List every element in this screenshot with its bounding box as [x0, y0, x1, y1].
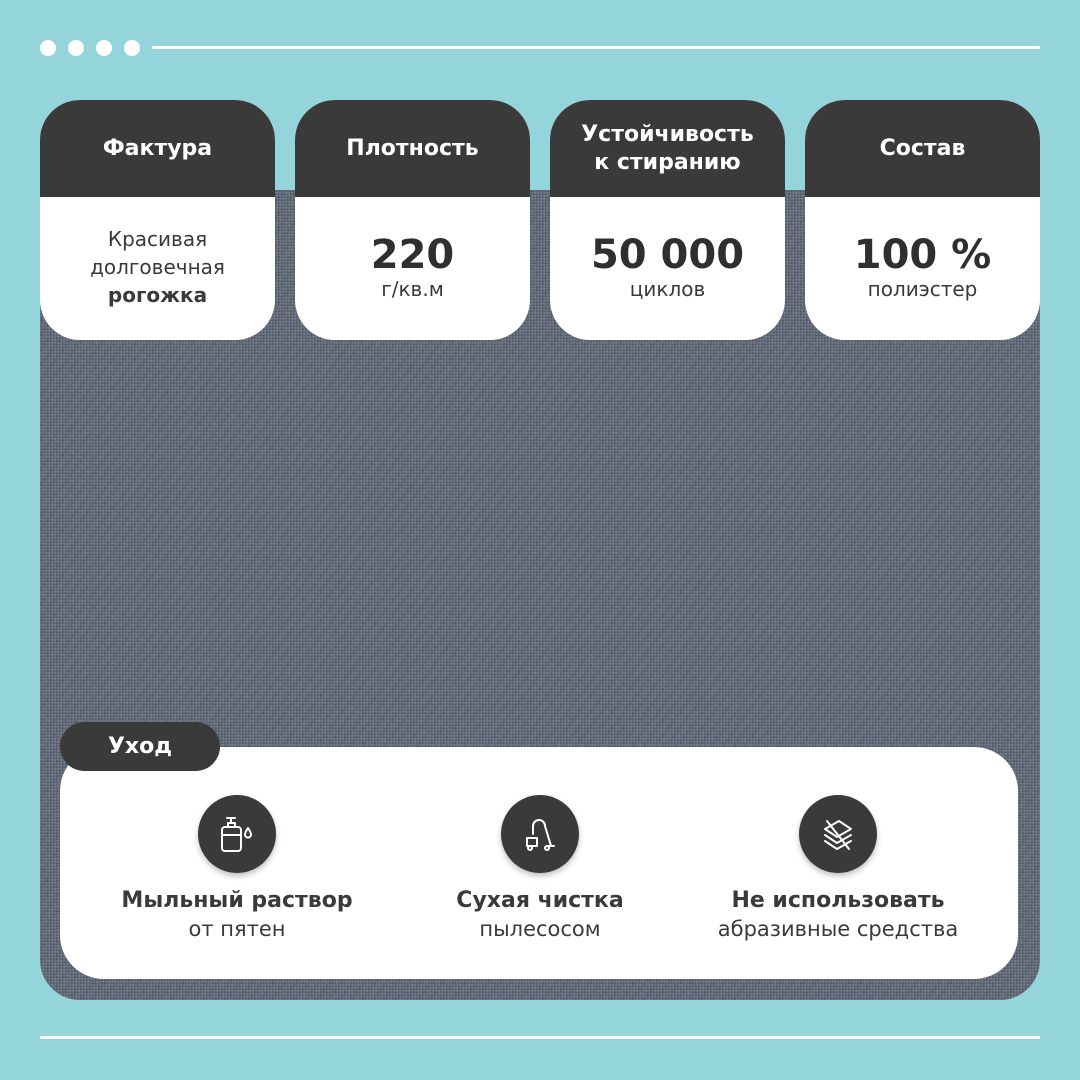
card-title: Фактура	[40, 100, 275, 197]
card-value: 220	[370, 231, 455, 278]
decor-dot	[68, 40, 84, 56]
care-item-no-abrasive	[678, 795, 998, 943]
feature-card-texture	[40, 100, 275, 340]
card-body	[295, 197, 530, 340]
card-unit: полиэстер	[867, 276, 978, 301]
care-item-soap	[77, 795, 397, 943]
care-item-vacuum	[380, 795, 700, 943]
card-value: 100 %	[853, 231, 992, 278]
care-item-title: Сухая чистка	[456, 888, 624, 913]
care-item-subtitle: абразивные средства	[717, 917, 959, 941]
vacuum-cleaner-icon	[501, 795, 579, 873]
card-text-emphasis: рогожка	[107, 282, 208, 307]
card-body	[550, 197, 785, 340]
feature-card-abrasion	[550, 100, 785, 340]
decor-dots	[40, 40, 140, 56]
decor-top-line	[152, 46, 1040, 49]
decor-bottom-line	[40, 1036, 1040, 1039]
no-abrasive-icon	[799, 795, 877, 873]
card-unit: циклов	[629, 276, 706, 301]
card-body	[40, 197, 275, 340]
card-title: Устойчивость к стиранию	[550, 100, 785, 197]
card-body	[805, 197, 1040, 340]
card-text-line: Красивая	[107, 226, 208, 251]
decor-dot	[124, 40, 140, 56]
care-item-title: Мыльный раствор	[121, 888, 353, 913]
feature-card-density	[295, 100, 530, 340]
card-title: Состав	[805, 100, 1040, 197]
care-item-title: Не использовать	[731, 888, 945, 913]
feature-card-composition	[805, 100, 1040, 340]
card-value: 50 000	[590, 231, 745, 278]
card-unit: г/кв.м	[381, 276, 444, 301]
care-item-subtitle: от пятен	[188, 917, 286, 941]
card-title: Плотность	[295, 100, 530, 197]
decor-dot	[40, 40, 56, 56]
decor-dot	[96, 40, 112, 56]
card-text-line: долговечная	[90, 254, 225, 279]
soap-dispenser-icon	[198, 795, 276, 873]
care-tab-label: Уход	[60, 722, 220, 771]
care-item-subtitle: пылесосом	[479, 917, 601, 941]
